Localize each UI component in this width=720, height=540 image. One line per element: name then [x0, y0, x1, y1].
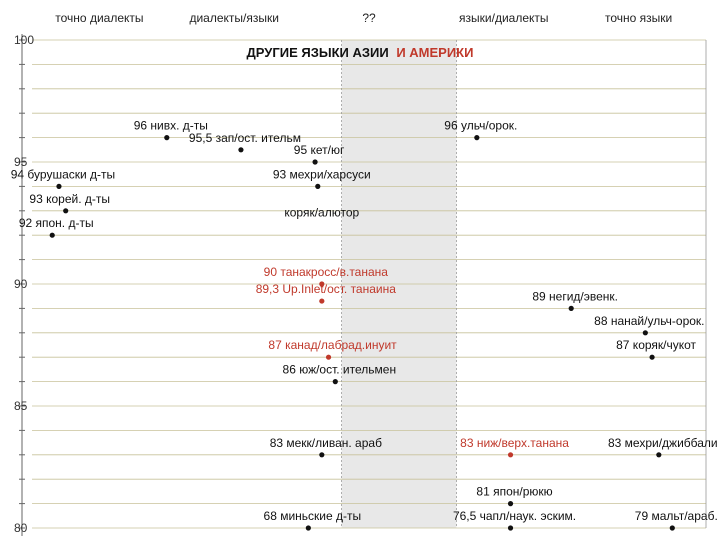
data-point-label: 87 коряк/чукот [616, 338, 697, 353]
data-point [333, 379, 338, 384]
data-point-label: 83 ниж/верх.танана [460, 435, 569, 450]
data-point [643, 330, 648, 335]
data-point [569, 306, 574, 311]
chart-title-main: ДРУГИЕ ЯЗЫКИ АЗИИ [246, 45, 389, 61]
data-point [508, 452, 513, 457]
data-point-label: 68 миньские д-ты [263, 509, 362, 523]
data-point-label: 93 мехри/харсуси [272, 167, 371, 182]
data-point [656, 452, 661, 457]
data-point-label: 92 япон. д-ты [18, 216, 94, 231]
data-point [319, 298, 324, 303]
data-point-label: 94 бурушаски д-ты [10, 167, 116, 182]
chart-title-highlight: И АМЕРИКИ [396, 45, 474, 61]
column-header: точно языки [604, 11, 673, 25]
column-header: точно диалекты [55, 11, 144, 25]
data-point-label: 79 мальт/араб. [634, 509, 718, 523]
column-header: языки/диалекты [459, 11, 549, 25]
data-point-label: 87 канад/лабрад.инуит [268, 338, 397, 353]
data-point-label: 81 япон/рюкю [476, 484, 553, 499]
data-point-label: 83 мекк/ливан. араб [269, 435, 382, 450]
data-point-label: 83 мехри/джиббали [607, 435, 718, 450]
data-point [238, 147, 243, 152]
y-tick-label: 95 [14, 155, 28, 169]
data-point [312, 159, 317, 164]
data-point [649, 355, 654, 360]
data-point [508, 501, 513, 506]
column-header: ?? [362, 11, 376, 25]
data-point [315, 184, 320, 189]
data-point-label: 96 ульч/орок. [444, 118, 518, 133]
data-point-label: коряк/алютор [284, 205, 360, 220]
data-point [63, 208, 68, 213]
y-tick-label: 100 [14, 33, 35, 47]
y-tick-label: 90 [14, 277, 28, 291]
data-point-label: 88 нанай/ульч-орок. [594, 313, 705, 328]
data-point-label: 96 нивх. д-ты [133, 118, 208, 133]
data-point-label: 89 негид/эвенк. [532, 289, 619, 304]
y-tick-label: 85 [14, 399, 28, 413]
data-point-label: 95 кет/юг [293, 143, 345, 157]
data-point [319, 452, 324, 457]
data-point-label: 86 юж/ост. ительмен [282, 362, 397, 377]
data-point [50, 233, 55, 238]
data-point-label: 76,5 чапл/наук. эским. [452, 509, 577, 523]
data-point [326, 355, 331, 360]
data-point-label: 95,5 зап/ост. ительм [188, 130, 301, 145]
data-point [508, 525, 513, 530]
data-point [306, 525, 311, 530]
column-header: диалекты/языки [189, 11, 279, 25]
data-point-label: 89,3 Up.Inlet/ост. танаина [255, 282, 396, 297]
data-point [164, 135, 169, 140]
data-point [670, 525, 675, 530]
data-point [474, 135, 479, 140]
data-point-label: 90 танакросс/в.танана [263, 265, 388, 279]
data-point [56, 184, 61, 189]
y-tick-label: 80 [14, 521, 28, 535]
data-point-label: 93 корей. д-ты [29, 191, 110, 206]
chart-title [247, 45, 474, 60]
